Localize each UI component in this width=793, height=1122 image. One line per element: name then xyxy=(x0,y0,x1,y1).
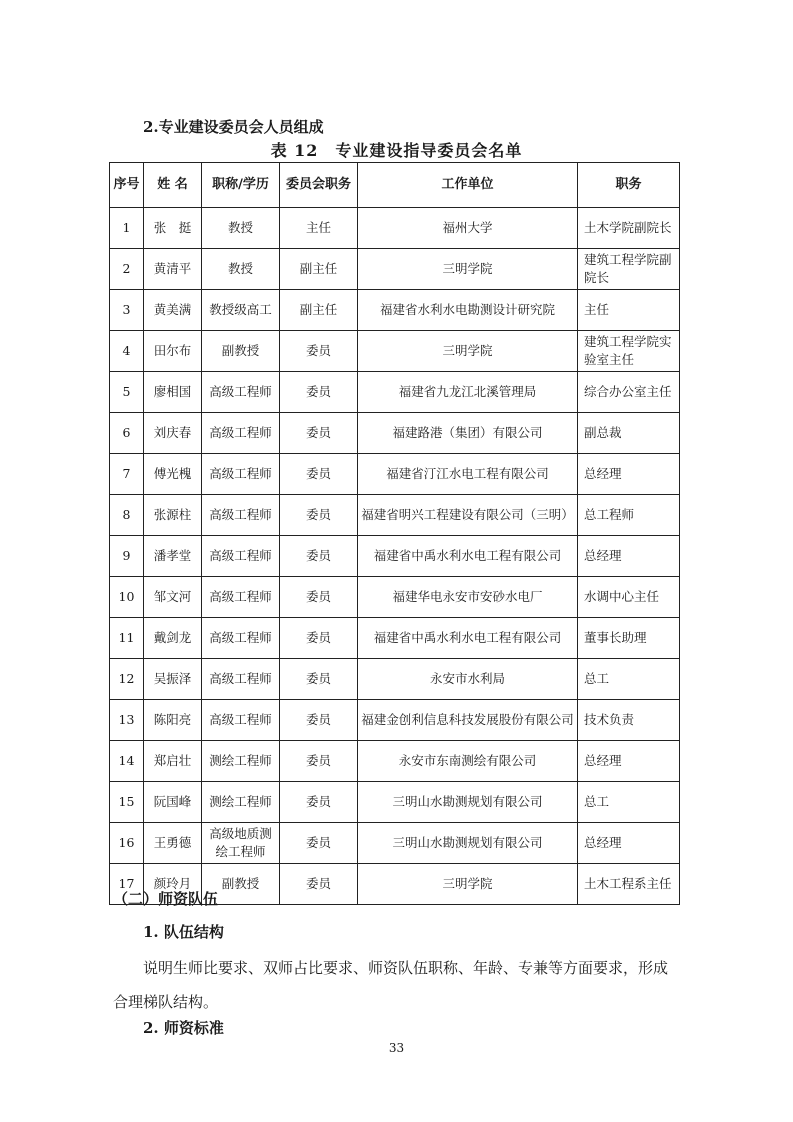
table-cell: 福建省汀江水电工程有限公司 xyxy=(358,454,578,495)
table-cell: 田尔布 xyxy=(144,331,202,372)
table-row xyxy=(110,618,680,659)
table-caption: 表 12 专业建设指导委员会名单 xyxy=(270,141,523,160)
table-cell: 教授 xyxy=(202,208,280,249)
table-cell: 副教授 xyxy=(202,864,280,905)
table-cell: 11 xyxy=(110,618,144,659)
table-cell: 总经理 xyxy=(578,536,680,577)
item2-title: 2. 师资标准 xyxy=(143,1019,224,1037)
table-cell: 三明学院 xyxy=(358,864,578,905)
table-cell: 委员 xyxy=(280,864,358,905)
table-cell: 颜玲月 xyxy=(144,864,202,905)
table-cell: 郑启壮 xyxy=(144,741,202,782)
table-cell: 总经理 xyxy=(578,741,680,782)
table-cell: 委员 xyxy=(280,536,358,577)
table-row xyxy=(110,536,680,577)
table-cell: 10 xyxy=(110,577,144,618)
table-cell: 高级工程师 xyxy=(202,372,280,413)
table-cell: 委员 xyxy=(280,782,358,823)
table-cell: 12 xyxy=(110,659,144,700)
committee-table xyxy=(109,162,680,905)
table-cell: 潘孝堂 xyxy=(144,536,202,577)
table-cell: 高级工程师 xyxy=(202,700,280,741)
table-cell: 委员 xyxy=(280,331,358,372)
item1-title: 1. 队伍结构 xyxy=(143,923,224,941)
table-cell: 15 xyxy=(110,782,144,823)
table-cell: 三明山水勘测规划有限公司 xyxy=(358,782,578,823)
table-cell: 高级工程师 xyxy=(202,577,280,618)
column-header: 工作单位 xyxy=(358,163,578,208)
table-cell: 测绘工程师 xyxy=(202,741,280,782)
table-cell: 委员 xyxy=(280,700,358,741)
table-body xyxy=(110,208,680,905)
table-cell: 委员 xyxy=(280,618,358,659)
table-cell: 委员 xyxy=(280,454,358,495)
table-cell: 土木学院副院长 xyxy=(578,208,680,249)
table-cell: 委员 xyxy=(280,413,358,454)
table-header-row xyxy=(110,163,680,208)
table-cell: 邹文河 xyxy=(144,577,202,618)
table-row xyxy=(110,413,680,454)
table-cell: 教授级高工 xyxy=(202,290,280,331)
table-cell: 3 xyxy=(110,290,144,331)
table-cell: 福建省九龙江北溪管理局 xyxy=(358,372,578,413)
table-cell: 吴振泽 xyxy=(144,659,202,700)
table-cell: 傅光槐 xyxy=(144,454,202,495)
table-cell: 主任 xyxy=(578,290,680,331)
table-cell: 副主任 xyxy=(280,249,358,290)
table-cell: 福建华电永安市安砂水电厂 xyxy=(358,577,578,618)
table-cell: 福建省水利水电勘测设计研究院 xyxy=(358,290,578,331)
table-row xyxy=(110,782,680,823)
table-cell: 刘庆春 xyxy=(144,413,202,454)
table-row xyxy=(110,823,680,864)
item1-paragraph: 说明生师比要求、双师占比要求、师资队伍职称、年龄、专兼等方面要求，形成合理梯队结构。 xyxy=(113,959,669,1011)
column-header: 委员会职务 xyxy=(280,163,358,208)
table-cell: 戴剑龙 xyxy=(144,618,202,659)
table-cell: 高级工程师 xyxy=(202,536,280,577)
table-cell: 综合办公室主任 xyxy=(578,372,680,413)
table-row xyxy=(110,290,680,331)
table-cell: 福建省中禹水利水电工程有限公司 xyxy=(358,618,578,659)
table-cell: 高级地质测绘工程师 xyxy=(202,823,280,864)
table-cell: 7 xyxy=(110,454,144,495)
table-cell: 委员 xyxy=(280,577,358,618)
table-cell: 教授 xyxy=(202,249,280,290)
column-header: 职务 xyxy=(578,163,680,208)
table-cell: 2 xyxy=(110,249,144,290)
table-cell: 高级工程师 xyxy=(202,454,280,495)
table-cell: 委员 xyxy=(280,823,358,864)
column-header: 姓 名 xyxy=(144,163,202,208)
table-cell: 总工 xyxy=(578,782,680,823)
table-cell: 总工程师 xyxy=(578,495,680,536)
table-cell: 张源柱 xyxy=(144,495,202,536)
table-cell: 副主任 xyxy=(280,290,358,331)
table-cell: 5 xyxy=(110,372,144,413)
table-cell: 王勇德 xyxy=(144,823,202,864)
table-cell: 9 xyxy=(110,536,144,577)
table-cell: 黄美满 xyxy=(144,290,202,331)
table-cell: 13 xyxy=(110,700,144,741)
table-cell: 委员 xyxy=(280,372,358,413)
table-cell: 技术负责 xyxy=(578,700,680,741)
table-cell: 委员 xyxy=(280,741,358,782)
table-cell: 副教授 xyxy=(202,331,280,372)
table-cell: 阮国峰 xyxy=(144,782,202,823)
table-cell: 主任 xyxy=(280,208,358,249)
column-header: 职称/学历 xyxy=(202,163,280,208)
table-cell: 黄清平 xyxy=(144,249,202,290)
section-title: 2.专业建设委员会人员组成 xyxy=(143,118,324,136)
table-cell: 陈阳亮 xyxy=(144,700,202,741)
table-row xyxy=(110,249,680,290)
table-cell: 福建省中禹水利水电工程有限公司 xyxy=(358,536,578,577)
table-cell: 1 xyxy=(110,208,144,249)
table-cell: 14 xyxy=(110,741,144,782)
table-row xyxy=(110,741,680,782)
table-cell: 永安市水利局 xyxy=(358,659,578,700)
page-number: 33 xyxy=(388,1041,405,1055)
subsection-title: （二）师资队伍 xyxy=(113,890,219,908)
table-cell: 三明学院 xyxy=(358,249,578,290)
table-cell: 委员 xyxy=(280,495,358,536)
table-cell: 福建路港（集团）有限公司 xyxy=(358,413,578,454)
table-row xyxy=(110,700,680,741)
table-cell: 三明学院 xyxy=(358,331,578,372)
table-row xyxy=(110,577,680,618)
table-row xyxy=(110,208,680,249)
table-cell: 高级工程师 xyxy=(202,495,280,536)
table-row xyxy=(110,372,680,413)
column-header: 序号 xyxy=(110,163,144,208)
table-cell: 总经理 xyxy=(578,823,680,864)
table-cell: 高级工程师 xyxy=(202,659,280,700)
table-cell: 永安市东南测绘有限公司 xyxy=(358,741,578,782)
table-cell: 土木工程系主任 xyxy=(578,864,680,905)
table-cell: 委员 xyxy=(280,659,358,700)
table-cell: 总工 xyxy=(578,659,680,700)
table-cell: 廖相国 xyxy=(144,372,202,413)
table-cell: 测绘工程师 xyxy=(202,782,280,823)
table-cell: 建筑工程学院副院长 xyxy=(578,249,680,290)
table-cell: 副总裁 xyxy=(578,413,680,454)
table-cell: 4 xyxy=(110,331,144,372)
table-row xyxy=(110,454,680,495)
table-cell: 17 xyxy=(110,864,144,905)
table-cell: 6 xyxy=(110,413,144,454)
table-cell: 高级工程师 xyxy=(202,413,280,454)
table-row xyxy=(110,331,680,372)
table-cell: 8 xyxy=(110,495,144,536)
table-cell: 三明山水勘测规划有限公司 xyxy=(358,823,578,864)
table-cell: 董事长助理 xyxy=(578,618,680,659)
table-cell: 福建金创利信息科技发展股份有限公司 xyxy=(358,700,578,741)
table-cell: 16 xyxy=(110,823,144,864)
table-cell: 高级工程师 xyxy=(202,618,280,659)
table-row xyxy=(110,495,680,536)
table-row xyxy=(110,659,680,700)
table-cell: 福建省明兴工程建设有限公司（三明） xyxy=(358,495,578,536)
table-cell: 福州大学 xyxy=(358,208,578,249)
table-cell: 总经理 xyxy=(578,454,680,495)
table-cell: 水调中心主任 xyxy=(578,577,680,618)
table-cell: 建筑工程学院实验室主任 xyxy=(578,331,680,372)
table-cell: 张 挺 xyxy=(144,208,202,249)
